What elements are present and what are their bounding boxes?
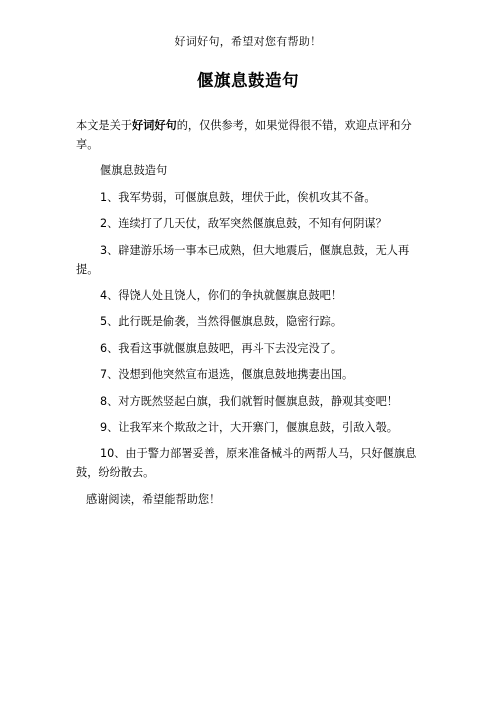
document-body bbox=[76, 116, 424, 516]
sentence-item: 7、没想到他突然宣布退选，偃旗息鼓地携妻出国。 bbox=[100, 368, 354, 382]
section-subtitle: 偃旗息鼓造句 bbox=[100, 164, 168, 178]
sentence-item: 4、得饶人处且饶人，你们的争执就偃旗息鼓吧！ bbox=[100, 288, 343, 302]
intro-suffix: 的，仅供参考，如果觉得很不错，欢迎点评和分享。 bbox=[76, 119, 412, 151]
sentence-item: 3、辟建游乐场一事本已成熟，但大地震后，偃旗息鼓，无人再提。 bbox=[76, 243, 410, 276]
page-title: 偃旗息鼓造句 bbox=[197, 71, 299, 90]
sentence-item: 10、由于警力部署妥善，原来准备械斗的两帮人马，只好偃旗息鼓，纷纷散去。 bbox=[76, 447, 417, 480]
intro-paragraph bbox=[76, 116, 424, 154]
sentence-item: 8、对方既然竖起白旗，我们就暂时偃旗息鼓，静观其变吧！ bbox=[100, 394, 398, 408]
intro-highlight: 好词好句 bbox=[131, 119, 177, 132]
sentence-item: 6、我看这事就偃旗息鼓吧，再斗下去没完没了。 bbox=[100, 341, 343, 355]
intro-prefix: 本文是关于 bbox=[76, 119, 132, 132]
sentence-item: 2、连续打了几天仗，敌军突然偃旗息鼓，不知有何阴谋？ bbox=[100, 217, 387, 231]
closing-note: 感谢阅读，希望能帮助您！ bbox=[86, 492, 221, 506]
sentence-item: 5、此行既是偷袭，当然得偃旗息鼓，隐密行踪。 bbox=[100, 315, 343, 329]
sentence-item: 1、我军势弱，可偃旗息鼓，埋伏于此，俟机攻其不备。 bbox=[100, 190, 376, 204]
header-note: 好词好句，希望对您有帮助！ bbox=[174, 35, 322, 48]
sentence-item: 9、让我军来个欺敌之计，大开寨门，偃旗息鼓，引敌入彀。 bbox=[100, 420, 398, 434]
